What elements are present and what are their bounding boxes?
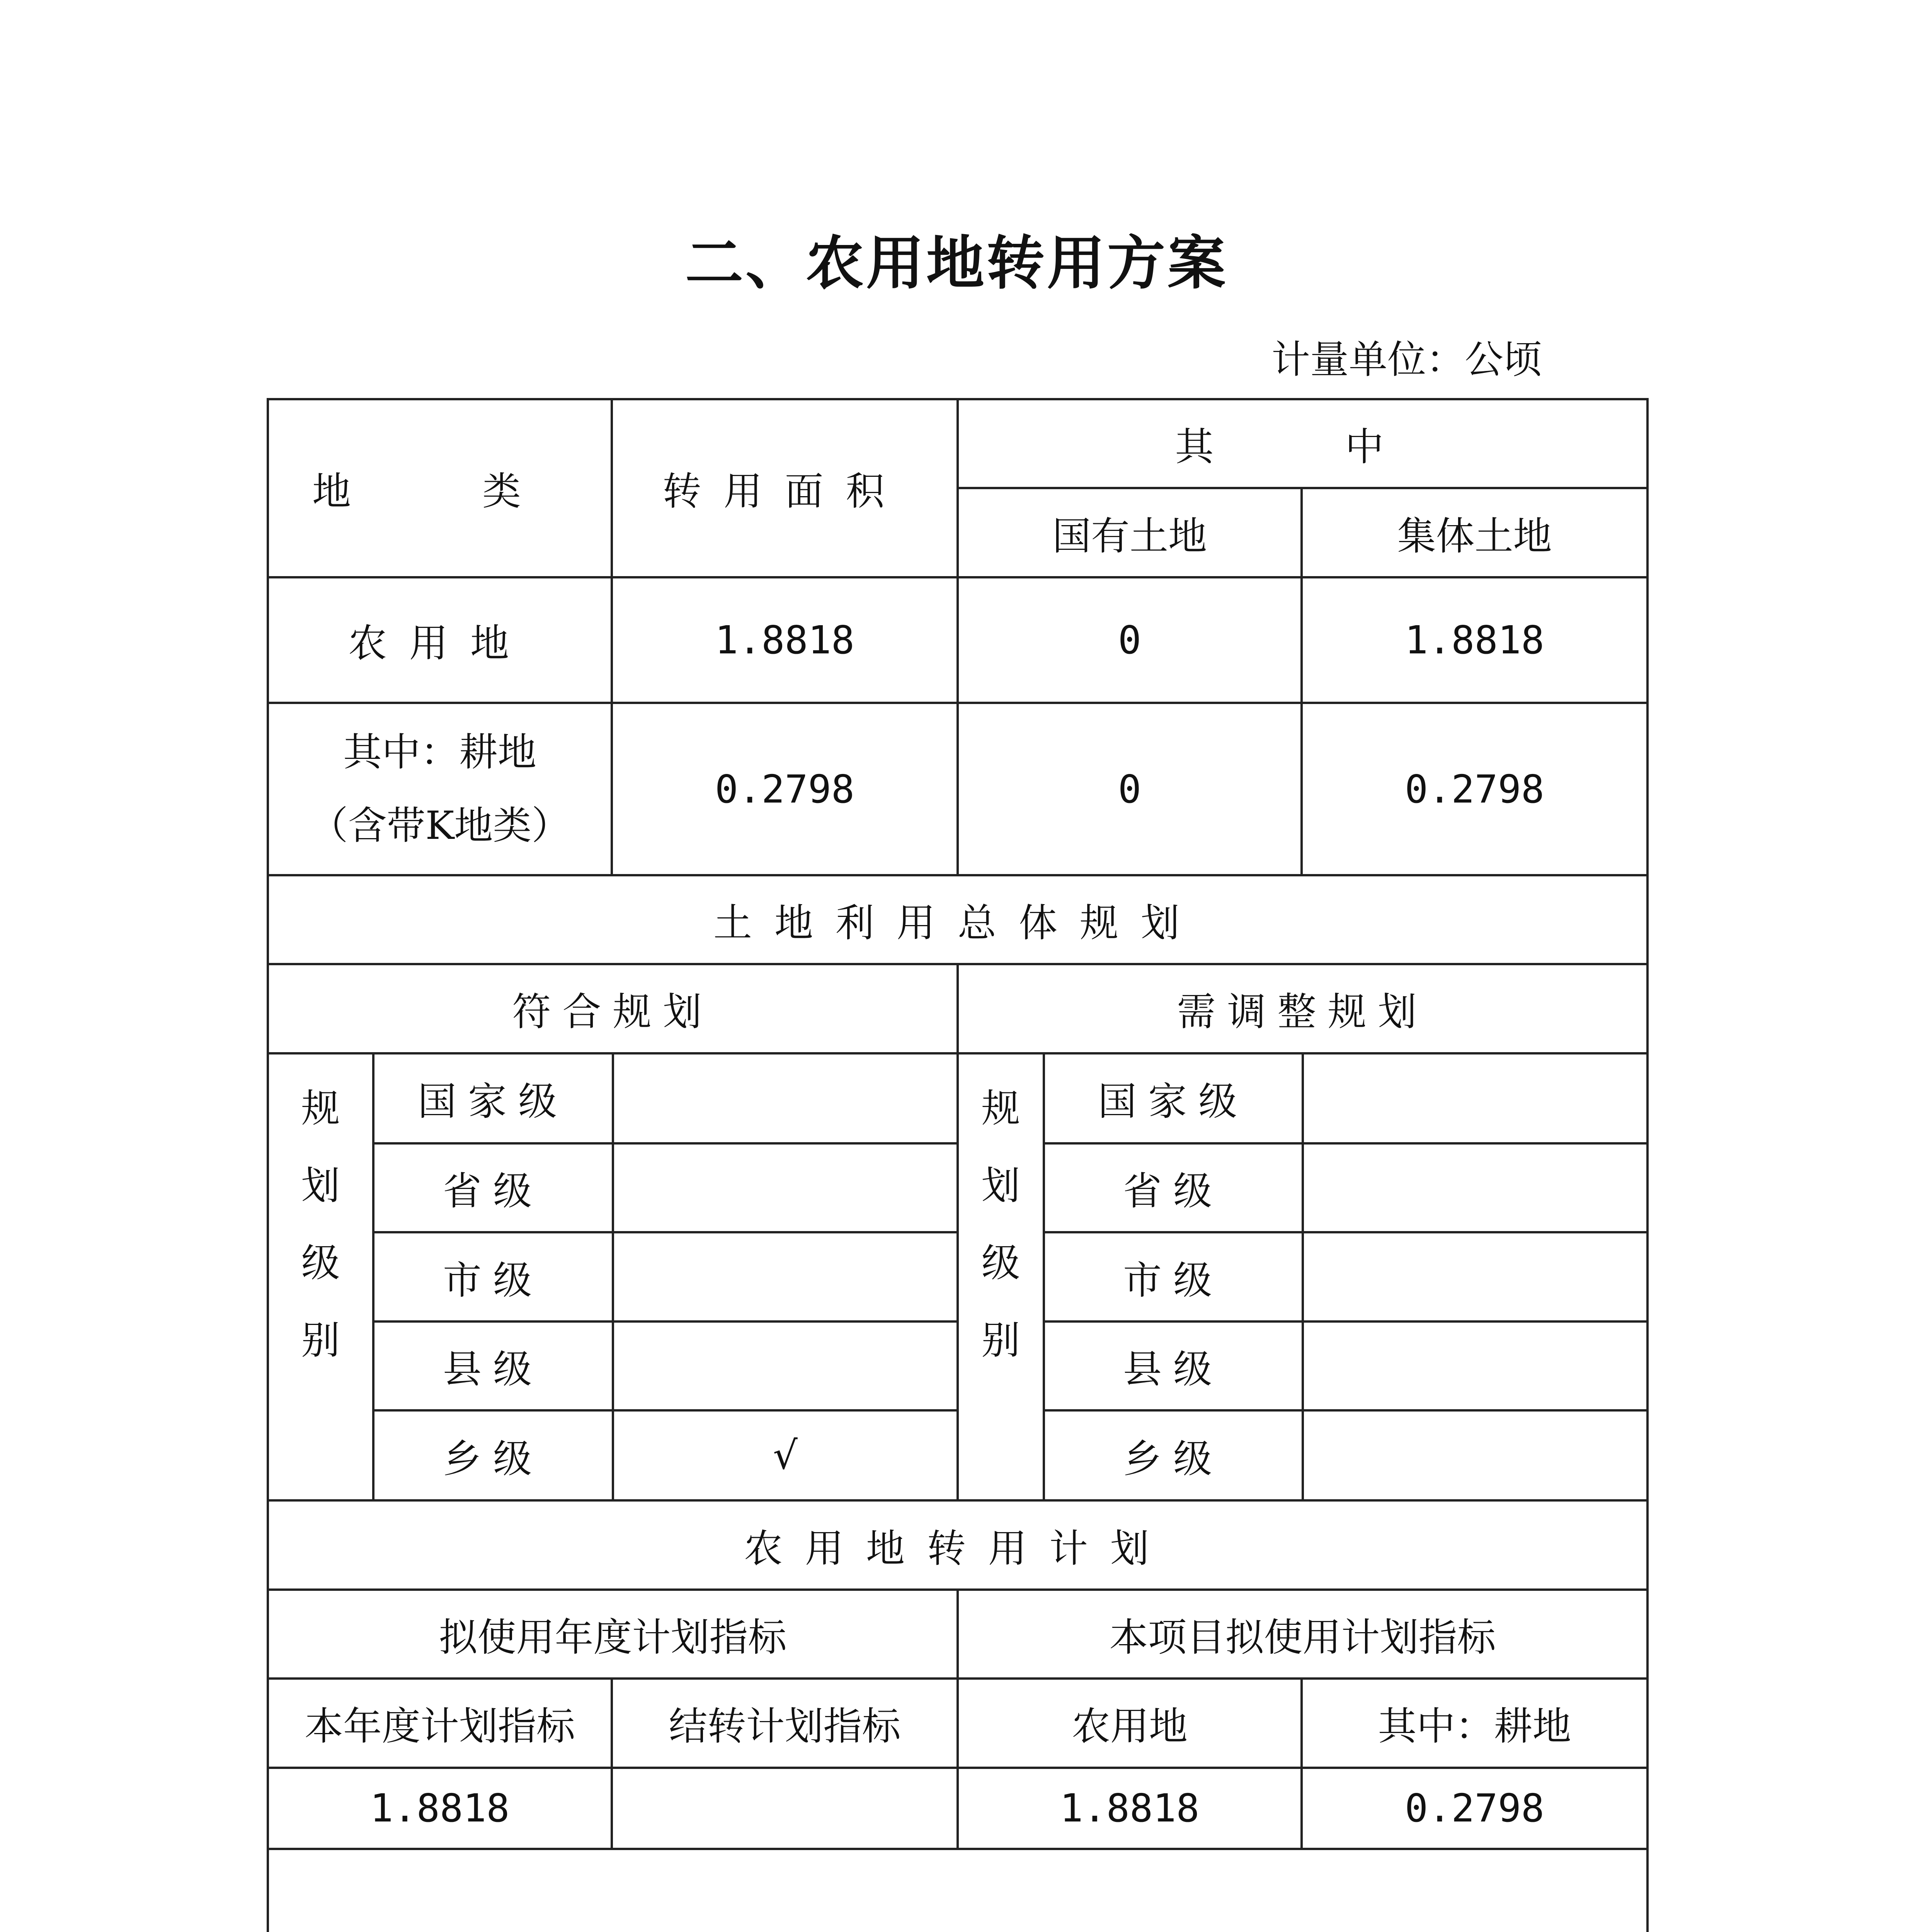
level-label: 省级: [373, 1143, 613, 1232]
level-mark: [613, 1321, 956, 1410]
state-value: 0: [958, 577, 1302, 703]
page-title: 二、农用地转用方案: [685, 230, 1228, 297]
header-collective-land: 集体土地: [1302, 488, 1647, 577]
agri-land-header: 农用地: [958, 1679, 1302, 1767]
section-overall-plan: 土地利用总体规划: [268, 875, 1647, 964]
agri-land-value: 1.8818: [958, 1768, 1302, 1849]
row-label: 农用地: [268, 577, 612, 703]
table-row: [268, 1768, 1647, 1849]
header-area: 转用面积: [612, 399, 958, 577]
level-label: 市级: [373, 1232, 613, 1321]
level-mark: [1303, 1143, 1646, 1232]
collective-value: 1.8818: [1302, 577, 1647, 703]
level-label: 乡级: [373, 1410, 613, 1499]
remarks-text: [268, 1849, 1647, 1932]
level-label: 乡级: [1044, 1410, 1303, 1499]
current-year-quota-header: 本年度计划指标: [268, 1679, 612, 1767]
level-mark: [613, 1054, 956, 1143]
header-of-which: 其 中: [958, 399, 1647, 488]
level-caption: 规 划 级 别: [269, 1054, 373, 1500]
table-row: [268, 703, 1647, 875]
level-label: 国家级: [1044, 1054, 1303, 1143]
level-mark: [1303, 1410, 1646, 1499]
row-label: 其中：耕地 （含带K地类）: [268, 703, 612, 875]
cultivated-value: 0.2798: [1302, 1768, 1647, 1849]
level-mark: [613, 1143, 956, 1232]
adjust-levels: [958, 1053, 1647, 1501]
unit-label: 计量单位：公顷: [1271, 337, 1542, 382]
header-land-type: 地 类: [268, 399, 612, 577]
level-label: 省级: [1044, 1143, 1303, 1232]
level-label: 市级: [1044, 1232, 1303, 1321]
land-conversion-table: [267, 398, 1649, 1932]
level-label: 县级: [1044, 1321, 1303, 1410]
section-conversion-plan: 农用地转用计划: [268, 1500, 1647, 1589]
header-state-land: 国有土地: [958, 488, 1302, 577]
level-mark: [1303, 1232, 1646, 1321]
state-value: 0: [958, 703, 1302, 875]
level-mark: [1303, 1321, 1646, 1410]
area-value: 0.2798: [612, 703, 958, 875]
adjust-plan-header: 需调整规划: [958, 964, 1647, 1053]
cultivated-header: 其中：耕地: [1302, 1679, 1647, 1767]
annual-quota-header: 拟使用年度计划指标: [268, 1590, 958, 1679]
level-caption: 规 划 级 别: [959, 1054, 1044, 1500]
area-value: 1.8818: [612, 577, 958, 703]
carryover-quota-value: [612, 1768, 958, 1849]
level-mark: [1303, 1054, 1646, 1143]
conforming-plan-header: 符合规划: [268, 964, 958, 1053]
collective-value: 0.2798: [1302, 703, 1647, 875]
conforming-levels: [268, 1053, 958, 1501]
carryover-quota-header: 结转计划指标: [612, 1679, 958, 1767]
level-label: 国家级: [373, 1054, 613, 1143]
level-mark: [613, 1232, 956, 1321]
table-row: [268, 577, 1647, 703]
project-quota-header: 本项目拟使用计划指标: [958, 1590, 1647, 1679]
current-year-quota-value: 1.8818: [268, 1768, 612, 1849]
level-label: 县级: [373, 1321, 613, 1410]
check-mark: √: [613, 1410, 956, 1499]
